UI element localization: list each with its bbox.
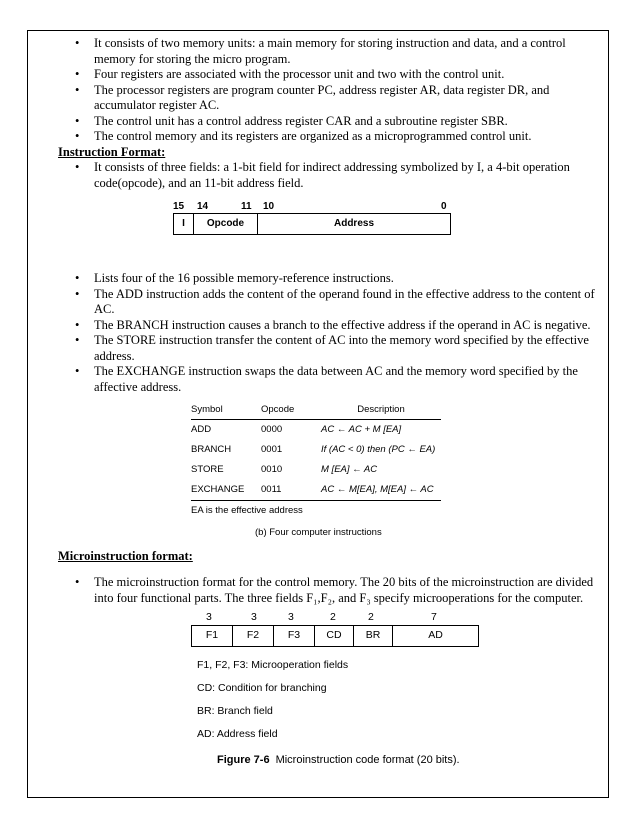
symbol-cell: ADD [191,424,212,436]
field-i: I [174,214,194,234]
legend-item: CD: Condition for branching [197,682,327,694]
instruction-table [191,401,441,519]
bit-label: 10 [263,201,275,212]
list-item: • The control memory and its registers are organized as a microprogrammed control unit. [57,129,597,145]
table-row [191,420,441,440]
column-header: Description [357,404,405,416]
field-f1: F1 [192,626,233,646]
bit-label: 15 [173,201,185,212]
list-item: • Four registers are associated with the processor unit and two with the control unit. [57,67,597,83]
table-body [191,420,441,500]
legend-item: BR: Branch field [197,705,273,717]
microinstruction-format-box [191,625,479,647]
column-header: Symbol [191,404,223,416]
field-opcode: Opcode [194,214,258,234]
bit-count-label: 3 [288,611,294,623]
bit-count-label: 2 [368,611,374,623]
table-footnote: EA is the effective address [191,500,441,519]
figure-caption [217,753,597,769]
description-cell: AC ← M[EA], M[EA] ← AC [321,484,434,496]
table-caption: (b) Four computer instructions [255,527,382,538]
instruction-format-list [57,160,597,191]
bit-label: 14 [197,201,209,212]
symbol-cell: BRANCH [191,444,232,456]
bit-count-label: 3 [206,611,212,623]
microinstruction-format-heading: Microinstruction format: [58,548,193,563]
list-item: • The processor registers are program counter PC, address register AR, data register DR, and accumulator register AC. [57,83,597,114]
memory-reference-list [57,271,597,395]
bit-count-label: 2 [330,611,336,623]
intro-bullet-list [57,36,597,145]
bit-label: 11 [241,201,252,212]
field-cd: CD [315,626,354,646]
figure-label: Figure 7-6 [217,754,270,766]
microinstruction-legend [197,658,597,750]
list-item: • The microinstruction format for the control memory. The 20 bits of the microinstruction are divided into four functional parts. The three fields F₁,F₂, and F₃ specify microoperations for the computer. [57,575,597,606]
figure-title: Microinstruction code format (20 bits). [275,754,460,766]
list-item: • It consists of two memory units: a main memory for storing instruction and data, and a control memory for storing the micro program. [57,36,597,67]
opcode-cell: 0000 [261,424,283,436]
field-f3: F3 [274,626,315,646]
field-br: BR [354,626,393,646]
field-f2: F2 [233,626,274,646]
list-item: • It consists of three fields: a 1-bit field for indirect addressing symbolized by I, a 4-bit operation code(opcode), and an 11-bit address field. [57,160,597,191]
table-row [191,460,441,480]
legend-item: F1, F2, F3: Microoperation fields [197,659,349,671]
list-item: • The ADD instruction adds the content of the operand found in the effective address to the content of AC. [57,287,597,318]
list-item: • The EXCHANGE instruction swaps the data between AC and the memory word specified by the affective address. [57,364,597,395]
instruction-format-box [173,213,451,235]
microinstruction-format-list [57,575,597,606]
opcode-cell: 0001 [261,444,283,456]
symbol-cell: EXCHANGE [191,484,245,496]
description-cell: M [EA] ← AC [321,464,378,476]
instruction-format-diagram [173,199,453,241]
opcode-cell: 0011 [261,484,282,496]
bit-count-label: 3 [251,611,257,623]
microinstruction-format-diagram [191,610,481,646]
bit-count-label: 7 [431,611,437,623]
bit-label: 0 [441,201,447,212]
list-item: • The BRANCH instruction causes a branch to the effective address if the operand in AC is negative. [57,318,597,334]
table-row [191,480,441,500]
instruction-format-heading: Instruction Format: [58,144,166,159]
symbol-cell: STORE [191,464,224,476]
legend-item: AD: Address field [197,728,278,740]
table-header-row [191,401,441,420]
list-item: • The control unit has a control address register CAR and a subroutine register SBR. [57,114,597,130]
description-cell: AC ← AC + M [EA] [321,424,402,436]
table-row [191,440,441,460]
field-ad: AD [428,629,443,642]
list-item: • The STORE instruction transfer the content of AC into the memory word specified by the effective address. [57,333,597,364]
field-address: Address [333,218,374,230]
opcode-cell: 0010 [261,464,283,476]
document-content [57,36,597,769]
description-cell: If (AC < 0) then (PC ← EA) [321,444,436,456]
column-header: Opcode [261,404,295,416]
list-item: • Lists four of the 16 possible memory-reference instructions. [57,271,597,287]
